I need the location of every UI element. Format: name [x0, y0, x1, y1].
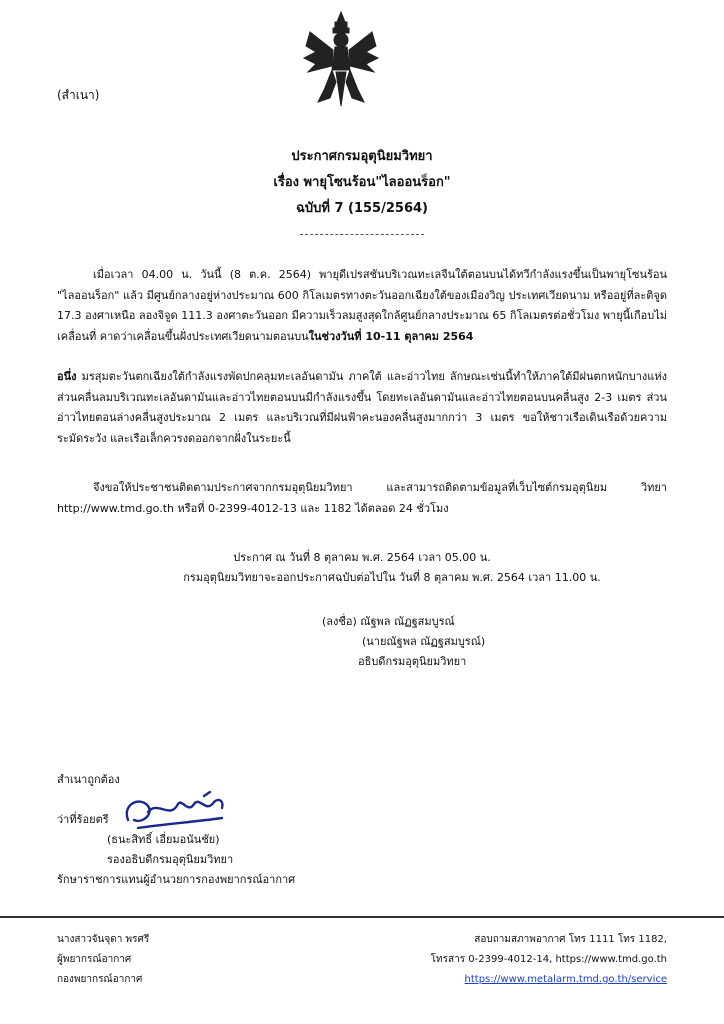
forecaster-role: ผู้พยากรณ์อากาศ — [57, 954, 132, 965]
next-issue-date: กรมอุตุนิยมวิทยาจะออกประกาศฉบับต่อไปใน วันที่ 8 ตุลาคม พ.ศ. 2564 เวลา 11.00 น. — [183, 571, 601, 584]
contact-fax-website: โทรสาร 0-2399-4012-14, https://www.tmd.go.th — [430, 954, 667, 965]
certifier-position: รองอธิบดีกรมอุตุนิยมวิทยา — [107, 853, 234, 866]
certification-block — [57, 770, 295, 890]
announcement-subject: เรื่อง พายุโซนร้อน"ไลออนร็อก" — [273, 175, 451, 190]
footer-contact — [431, 930, 667, 990]
signer-name: (นายณัฐพล ณัฏฐสมบูรณ์) — [362, 635, 486, 648]
copy-label: (สำเนา) — [57, 88, 100, 102]
footer-forecaster — [57, 930, 149, 990]
paragraph-storm-position — [57, 265, 667, 347]
footer-divider — [0, 916, 724, 918]
announcement-title: ประกาศกรมอุตุนิยมวิทยา — [291, 149, 433, 164]
signed-by: (ลงชื่อ) ณัฐพล ณัฏฐสมบูรณ์ — [322, 615, 455, 628]
certified-copy-label: สำเนาถูกต้อง — [57, 773, 120, 786]
certifier-name: (ธนะสิทธิ์ เอี่ยมอนันชัย) — [107, 833, 220, 846]
forecaster-division: กองพยากรณ์อากาศ — [57, 974, 143, 985]
paragraph-monsoon-lead: อนึ่ง — [57, 370, 77, 383]
title-block — [0, 144, 724, 222]
forecaster-name: นางสาวจันจุดา พรศรี — [57, 934, 150, 945]
paragraph-storm-landfall: ในช่วงวันที่ 10-11 ตุลาคม 2564 — [308, 329, 474, 343]
announced-date: ประกาศ ณ วันที่ 8 ตุลาคม พ.ศ. 2564 เวลา 05.00 น. — [233, 551, 491, 564]
paragraph-monsoon-text: มรสุมตะวันตกเฉียงใต้กำลังแรงพัดปกคลุมทะเลอันดามัน ภาคใต้ และอ่าวไทย ลักษณะเช่นนี้ทำให้ภาคใต้มีฝนตกหนักบางแห่ง ส่วนคลื่นลมบริเวณทะเลอันดามันและอ่าวไทยตอนบนมีกำลังแรงขึ้น โดยทะเลอันดามันและอ่าวไทยตอนบนคลื่นสูง 2-3 เมตร ส่วนอ่าวไทยตอนล่างคลื่นสูงประมาณ 2 เมตร และบริเวณที่มีฝนฟ้าคะนองคลื่นสูงมากกว่า 3 เมตร ขอให้ชาวเรือเดินเรือด้วยความระมัดระวัง และเรือเล็กควรงดออกจากฝั่งในระยะนี้ — [57, 370, 667, 445]
garuda-emblem-icon — [302, 10, 380, 110]
paragraph-follow-up: จึงขอให้ประชาชนติดตามประกาศจากกรมอุตุนิยมวิทยา และสามารถติดตามข้อมูลที่เว็บไซต์กรมอุตุนิยม วิทยา http://www.tmd.go.th หรือที่ 0-2399-4012-13 และ 1182 ได้ตลอด 24 ชั่วโมง — [57, 481, 667, 515]
certifier-rank: ว่าที่ร้อยตรี — [57, 813, 109, 826]
metalarm-service-link[interactable]: https://www.metalarm.tmd.go.th/service — [464, 974, 667, 985]
contact-phone: สอบถามสภาพอากาศ โทร 1111 โทร 1182, — [474, 934, 667, 945]
certifier-acting-role: รักษาราชการแทนผู้อำนวยการกองพยากรณ์อากาศ — [57, 873, 296, 886]
paragraph-monsoon — [57, 367, 667, 449]
title-divider — [300, 234, 424, 235]
announcement-dates — [0, 548, 724, 588]
director-signature-block — [322, 612, 485, 672]
paragraph-storm-text: เมื่อเวลา 04.00 น. วันนี้ (8 ต.ค. 2564) พายุดีเปรสชันบริเวณทะเลจีนใต้ตอนบนได้ทวีกำลังแรงขึ้นเป็นพายุโซนร้อน "ไลออนร็อก" แล้ว มีศูนย์กลางอยู่ห่างประมาณ 600 กิโลเมตรทางตะวันออกเฉียงใต้ของเมืองวิญ ประเทศเวียดนาม หรืออยู่ที่ละติจูด 17.3 องศาเหนือ ลองจิจูด 111.3 องศาตะวันออก มีความเร็วลมสูงสุดใกล้ศูนย์กลางประมาณ 65 กิโลเมตรต่อชั่วโมง พายุนี้เกือบไม่เคลื่อนที่ คาดว่าเคลื่อนขึ้นฝั่งประเทศเวียดนามตอนบน — [57, 268, 667, 343]
announcement-issue: ฉบับที่ 7 (155/2564) — [296, 201, 428, 216]
signer-title: อธิบดีกรมอุตุนิยมวิทยา — [358, 655, 467, 668]
